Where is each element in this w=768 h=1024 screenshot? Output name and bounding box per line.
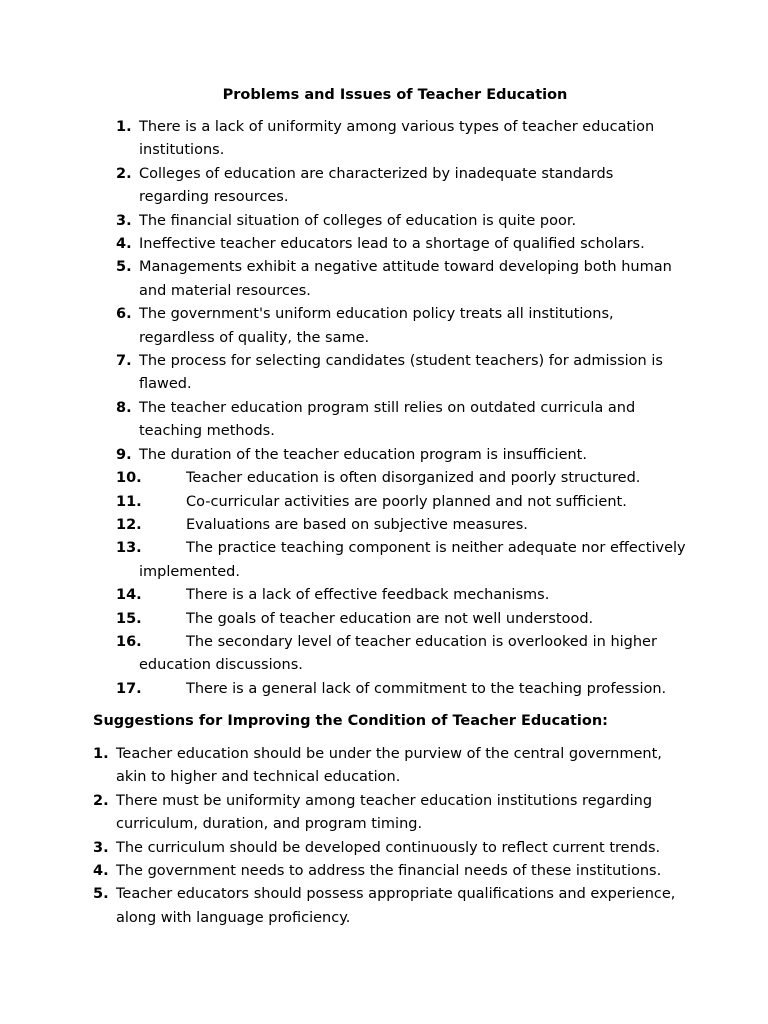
list-item [93, 837, 696, 860]
list-item-text: teaching methods. [139, 423, 275, 440]
list-item-text: Ineffective teacher educators lead to a shortage of qualified scholars. [139, 236, 645, 253]
list-item-text: The government needs to address the financial needs of these institutions. [116, 863, 662, 880]
list-item-number: 15. [116, 610, 142, 627]
list-item-text: There is a general lack of commitment to the teaching profession. [186, 680, 667, 697]
list-item-text: Co-curricular activities are poorly planned and not sufficient. [186, 493, 627, 510]
list-item [93, 883, 696, 930]
list-item-number: 4. [116, 236, 132, 253]
list-item-text: Teacher education is often disorganized and poorly structured. [186, 470, 641, 487]
list-item [93, 790, 696, 837]
list-item-text: akin to higher and technical education. [116, 769, 401, 786]
list-item-text: The secondary level of teacher education is overlooked in higher [186, 633, 657, 650]
list-item [116, 491, 699, 514]
list-item [93, 860, 696, 883]
list-item-number: 4. [93, 863, 109, 880]
list-item-text: Teacher education should be under the purview of the central government, [116, 746, 662, 762]
list-item-text: The financial situation of colleges of education is quite poor. [139, 212, 577, 229]
list-item-text: institutions. [139, 142, 225, 159]
list-item [116, 303, 699, 350]
list-item-number: 7. [116, 353, 132, 370]
list-item-number: 2. [93, 792, 109, 809]
list-item-number: 12. [116, 516, 142, 533]
list-item-text: regarding resources. [139, 189, 289, 206]
list-item-number: 1. [93, 746, 109, 762]
list-item [116, 631, 699, 678]
suggestions-heading: Suggestions for Improving the Condition of Teacher Education: [93, 713, 608, 729]
list-item-number: 3. [93, 839, 109, 856]
list-item [116, 444, 699, 467]
list-item [116, 608, 699, 631]
list-item-text: The curriculum should be developed continuously to reflect current trends. [116, 839, 661, 856]
list-item [116, 163, 699, 210]
list-item-text: Evaluations are based on subjective measures. [186, 516, 528, 533]
list-item-text: along with language proficiency. [116, 909, 351, 926]
list-item-text: The duration of the teacher education program is insufficient. [139, 446, 587, 463]
list-item-text: There must be uniformity among teacher education institutions regarding [116, 792, 653, 809]
list-item-text: The government's uniform education policy treats all institutions, [139, 306, 614, 323]
list-item-text: The practice teaching component is neither adequate nor effectively [186, 540, 686, 557]
list-item [116, 537, 699, 584]
list-item-number: 10. [116, 470, 142, 487]
list-item-text: education discussions. [139, 657, 303, 674]
list-item-text: flawed. [139, 376, 192, 393]
list-item-text: There is a lack of uniformity among various types of teacher education [139, 119, 655, 135]
list-item [93, 743, 696, 790]
list-item [116, 397, 699, 444]
list-item-text: Managements exhibit a negative attitude toward developing both human [139, 259, 672, 276]
list-item-text: The teacher education program still relies on outdated curricula and [139, 399, 636, 416]
list-item-text: and material resources. [139, 282, 311, 299]
list-item [116, 256, 699, 303]
list-item-text: implemented. [139, 563, 240, 580]
list-item-number: 5. [116, 259, 132, 276]
list-item-text: Teacher educators should possess appropriate qualifications and experience, [116, 886, 676, 903]
list-item-number: 8. [116, 399, 132, 416]
list-item-text: The goals of teacher education are not well understood. [186, 610, 594, 627]
list-item [116, 116, 699, 163]
suggestions-list [93, 743, 696, 930]
list-item-text: Colleges of education are characterized by inadequate standards [139, 165, 614, 182]
list-item-number: 6. [116, 306, 132, 323]
list-item-number: 16. [116, 633, 142, 650]
list-item-number: 13. [116, 540, 142, 557]
list-item [116, 584, 699, 607]
list-item-number: 1. [116, 119, 132, 135]
list-item-number: 3. [116, 212, 132, 229]
list-item-number: 14. [116, 587, 142, 604]
list-item [116, 233, 699, 256]
list-item-number: 17. [116, 680, 142, 697]
list-item [116, 678, 699, 701]
list-item-number: 2. [116, 165, 132, 182]
list-item-number: 5. [93, 886, 109, 903]
list-item-text: curriculum, duration, and program timing. [116, 816, 423, 833]
list-item [116, 210, 699, 233]
document-title: Problems and Issues of Teacher Education [222, 87, 568, 103]
list-item-text: The process for selecting candidates (student teachers) for admission is [139, 353, 663, 370]
list-item-number: 9. [116, 446, 132, 463]
list-item [116, 350, 699, 397]
list-item [116, 467, 699, 490]
list-item-text: regardless of quality, the same. [139, 329, 370, 346]
list-item [116, 514, 699, 537]
list-item-number: 11. [116, 493, 142, 510]
problems-list [116, 116, 699, 701]
list-item-text: There is a lack of effective feedback mechanisms. [186, 587, 550, 604]
